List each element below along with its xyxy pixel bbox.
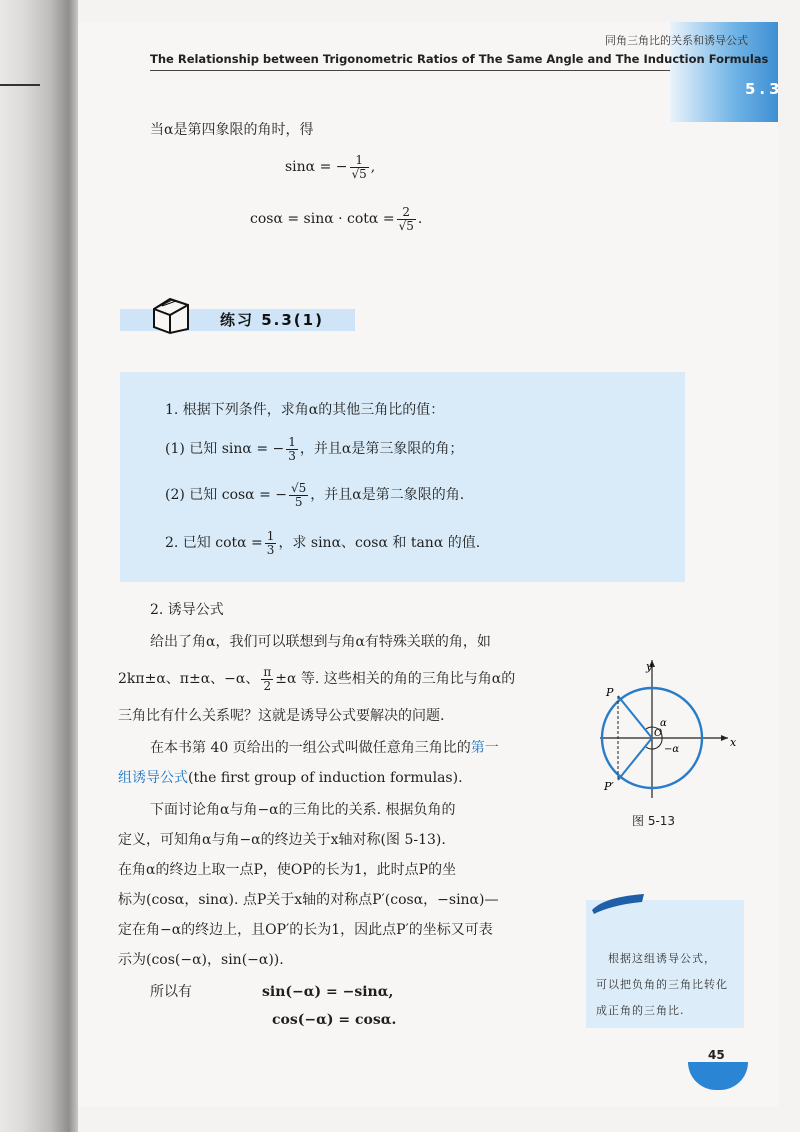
pi-over-2-fraction: $\frac{\pi}{2}$ [263, 664, 272, 693]
cos-fraction: $\frac{2}{√5}$ [398, 204, 414, 233]
terminal-side-neg-alpha [618, 738, 652, 780]
section-number: 5.3 [745, 80, 784, 98]
exercise-title: 练习 5.3(1) [220, 311, 324, 329]
unit-circle-figure [590, 650, 750, 800]
exercise-q1-part2: (2) 已知 cosα = − $\frac{√5}{5}$ ，并且α是第二象限的角. [165, 480, 465, 509]
side-note-line2: 可以把负角的三角比转化 [596, 978, 728, 991]
label-p: P [606, 686, 614, 699]
para1-line1: 给出了角α，我们可以联想到与角α有特殊关联的角，如 [150, 634, 491, 650]
first-induction-term-part1: 第一 [470, 740, 499, 756]
formula-sin-neg: sin(−α) = −sinα, [262, 984, 394, 1000]
brush-stroke-icon [590, 890, 646, 916]
para1-line2: 2kπ±α、π±α、−α、 $\frac{\pi}{2}$ ±α 等. 这些相关的角的三角比与角α的 [118, 664, 516, 693]
q1-1-fraction: $\frac{1}{3}$ [288, 434, 296, 463]
para2-line1: 在本书第 40 页给出的一组公式叫做任意角三角比的第一 [150, 740, 499, 756]
sin-lhs: sinα = − [285, 159, 348, 175]
para3-line6: 示为(cos(−α)，sin(−α)). [118, 952, 284, 968]
fourth-quadrant-intro: 当α是第四象限的角时，得 [150, 122, 314, 138]
cos-result: cosα = sinα · cotα = $\frac{2}{√5}$ . [250, 204, 423, 233]
sin-result: sinα = − $\frac{1}{√5}$ , [285, 152, 376, 181]
book-icon [150, 295, 192, 335]
q2-fraction: $\frac{1}{3}$ [266, 528, 275, 557]
para3-line1: 下面讨论角α与角−α的三角比的关系. 根据负角的 [150, 802, 456, 818]
side-note-line1: 根据这组诱导公式， [608, 952, 716, 965]
cos-lhs: cosα = sinα · cotα = [250, 211, 395, 227]
formula-cos-neg: cos(−α) = cosα. [272, 1012, 397, 1028]
page-number: 45 [708, 1048, 725, 1062]
para3-line2: 定义，可知角α与角−α的终边关于x轴对称(图 5-13). [118, 832, 446, 848]
section-heading: 2. 诱导公式 [150, 602, 224, 618]
book-spine [0, 0, 78, 1132]
label-x: x [730, 736, 737, 749]
para3-line3: 在角α的终边上取一点P，使OP的长为1，此时点P的坐 [118, 862, 457, 878]
header-chinese-title: 同角三角比的关系和诱导公式 [605, 34, 748, 47]
exercise-q1: 1. 根据下列条件，求角α的其他三角比的值： [165, 402, 445, 418]
label-y: y [646, 660, 653, 673]
figure-caption: 图 5-13 [632, 814, 676, 828]
header-english-title: The Relationship between Trigonometric Ratios of The Same Angle and The Induction Formulas [150, 52, 769, 66]
q1-2-fraction: $\frac{√5}{5}$ [291, 480, 307, 509]
label-p-prime: P′ [604, 780, 614, 793]
terminal-side-alpha [618, 696, 652, 738]
first-induction-term-part2: 组诱导公式 [118, 770, 188, 786]
para2-line2: 组诱导公式(the first group of induction formulas). [118, 770, 463, 786]
para3-line5: 定在角−α的终边上，且OP′的长为1，因此点P′的坐标又可表 [118, 922, 493, 938]
x-axis-arrow [721, 735, 728, 741]
exercise-q2: 2. 已知 cotα = $\frac{1}{3}$ ，求 sinα、cosα 和 tanα 的值. [165, 528, 481, 557]
label-alpha: α [660, 718, 667, 729]
exercise-q1-part1: (1) 已知 sinα = − $\frac{1}{3}$ ，并且α是第三象限的角； [165, 434, 464, 463]
para1-line3: 三角比有什么关系呢？这就是诱导公式要解决的问题. [118, 708, 445, 724]
sin-fraction: $\frac{1}{√5}$ [351, 152, 367, 181]
label-o: O [654, 728, 663, 739]
side-note-line3: 成正角的三角比. [596, 1004, 685, 1017]
para3-line4: 标为(cosα，sinα). 点P关于x轴的对称点P′(cosα，−sinα)— [118, 892, 499, 908]
label-neg-alpha: −α [664, 744, 680, 755]
prev-page-rule [0, 84, 40, 86]
so-label: 所以有 [150, 984, 192, 1000]
header-rule [150, 70, 670, 71]
